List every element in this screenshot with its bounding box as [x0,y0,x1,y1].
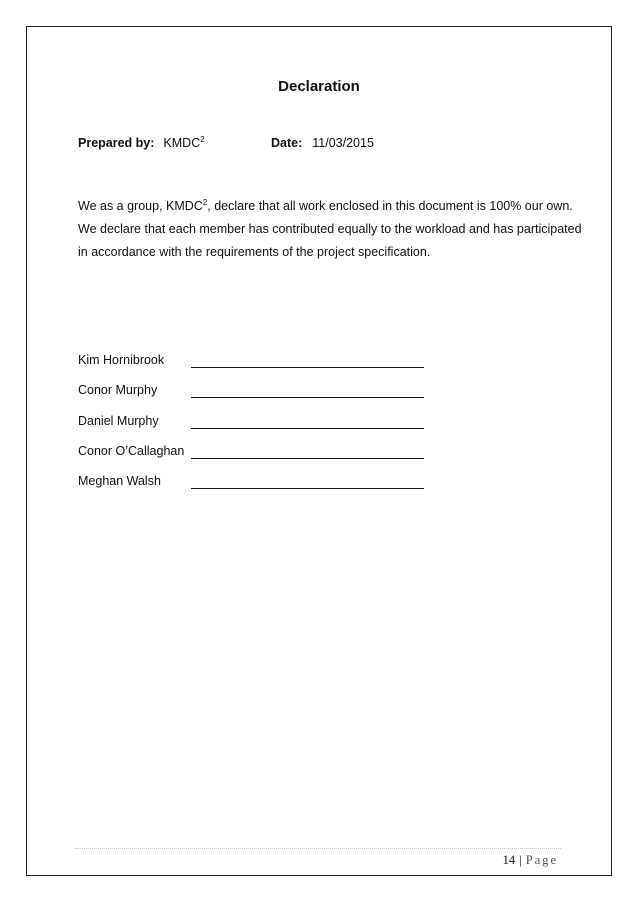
signatory-name: Daniel Murphy [78,414,159,428]
page-word: Page [525,853,558,867]
date-label: Date: [271,136,303,150]
signatory-name: Conor O’Callaghan [78,444,185,458]
prepared-by-label: Prepared by: [78,136,155,150]
prepared-by [78,136,205,150]
declaration-line-2: We declare that each member has contributed equally to the workload and has participated [78,222,582,236]
document-date [271,136,374,150]
signature-line [191,458,424,459]
declaration-line-3: in accordance with the requirements of the project specification. [78,245,431,259]
signature-line [191,397,424,398]
prepared-by-superscript: 2 [200,134,205,144]
date-value: 11/03/2015 [312,136,374,150]
declaration-line-1 [78,199,578,213]
page-title: Declaration [278,78,360,95]
page-footer [503,853,558,868]
prepared-by-value: KMDC [163,136,201,150]
signatory-name: Conor Murphy [78,383,158,397]
footer-separator: | [519,853,522,867]
footer-divider [75,848,561,849]
declaration-superscript: 2 [202,197,208,207]
signatory-name: Meghan Walsh [78,474,161,488]
signature-line [191,367,424,368]
signatory-name: Kim Hornibrook [78,353,165,367]
page-number: 14 [502,853,516,867]
signature-line [191,428,424,429]
declaration-line-1-end: , declare that all work enclosed in this document is 100% our own. [207,199,573,213]
signature-line [191,488,424,489]
declaration-line-1-start: We as a group, KMDC [78,199,203,213]
